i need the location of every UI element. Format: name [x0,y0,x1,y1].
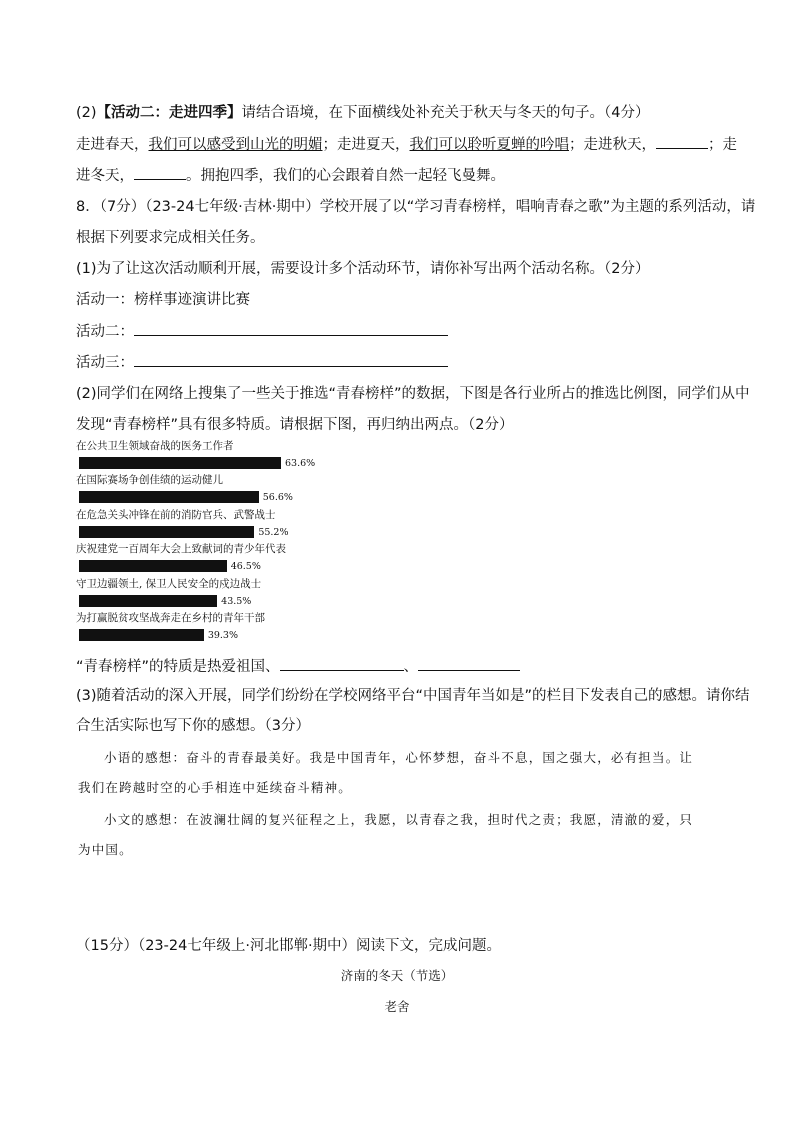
q8-part3-line1: (3)随着活动的深入开展，同学们纷纷在学校网络平台“中国青年当如是”的栏目下发表自己的感想。请你结 [76,688,750,704]
q8-part2-line1: (2)同学们在网络上搜集了一些关于推选“青春榜样”的数据，下图是各行业所占的推选比例图，同学们从中 [76,386,750,402]
q7-part2-heading: (2)【活动二：走进四季】请结合语境，在下面横线处补充关于秋天与冬天的句子。（4分） [76,105,650,121]
q7-part2-line2: 进冬天， 。拥抱四季，我们的心会跟着自然一起轻飞曼舞。 [76,165,505,186]
q8-intro-line2: 根据下列要求完成相关任务。 [76,230,265,246]
underlined-example-summer: 我们可以聆听夏蝉的吟唱 [409,137,569,153]
chart-category-label: 在危急关头冲锋在前的消防官兵、武警战士 [76,508,276,521]
chart-bar [79,560,227,572]
activity-three-row: 活动三： [76,352,448,373]
chart-category-label: 为打赢脱贫攻坚战奔走在乡村的青年干部 [76,612,265,624]
q7-part2-line1: 走进春天，我们可以感受到山光的明媚；走进夏天，我们可以聆听夏蝉的吟唱；走进秋天， ；走 [76,134,737,155]
q8-part1-heading: (1)为了让这次活动顺利开展，需要设计多个活动环节，请你补写出两个活动名称。（2分） [76,261,650,277]
q9-intro: （15分）（23-24七年级上·河北邯郸·期中）阅读下文，完成问题。 [76,938,502,954]
chart-value-label: 39.3% [207,630,238,641]
quote-xiaowen-line1: 小文的感想：在波澜壮阔的复兴征程之上，我愿，以青春之我，担时代之责；我愿，清澈的爱，只 [104,812,694,827]
chart-category-label: 庆祝建党一百周年大会上致献词的青少年代表 [76,543,286,556]
winter-blank[interactable] [134,165,186,180]
activity-two-blank[interactable] [134,321,448,336]
quote-xiaoyu-line2: 我们在跨越时空的心手相连中延续奋斗精神。 [78,780,353,795]
trait-blank-1[interactable] [280,656,404,671]
passage-author: 老舍 [384,999,410,1014]
chart-value-label: 55.2% [258,526,289,538]
q8-part3-line2: 合生活实际也写下你的感想。（3分） [76,718,310,734]
trait-blank-2[interactable] [418,656,520,671]
chart-category-label: 在国际赛场争创佳绩的运动健儿 [76,474,223,487]
passage-title: 济南的冬天（节选） [340,968,454,983]
chart-bar [79,526,254,538]
activity-two-row: 活动二： [76,321,448,342]
chart-bar [79,491,259,503]
chart-value-label: 46.5% [230,561,261,573]
underlined-example-spring: 我们可以感受到山光的明媚 [148,137,323,153]
chart-bar [79,629,204,641]
chart-bar [79,457,281,469]
chart-value-label: 63.6% [285,458,316,469]
q8-intro-line1: 8．（7分）（23-24七年级·吉林·期中）学校开展了以“学习青春榜样，唱响青春之歌”为主题的系列活动，请 [76,199,756,215]
traits-row: “青春榜样”的特质是热爱祖国、 、 [76,656,520,677]
chart-value-label: 43.5% [221,595,252,607]
quote-xiaowen-line2: 为中国。 [78,842,133,857]
chart-bar [79,595,217,607]
chart-category-label: 守卫边疆领土, 保卫人民安全的戍边战士 [76,577,262,590]
activity-one: 活动一：榜样事迹演讲比赛 [76,292,250,308]
q8-part2-line2: 发现“青春榜样”具有很多特质。请根据下图，再归纳出两点。（2分） [76,417,514,433]
quote-xiaoyu-line1: 小语的感想：奋斗的青春最美好。我是中国青年，心怀梦想，奋斗不息，国之强大，必有担当。让 [104,750,694,765]
chart-category-label: 在公共卫生领域奋战的医务工作者 [76,440,234,452]
activity-title: 【活动二：走进四季】 [96,105,242,121]
activity-three-blank[interactable] [134,352,448,367]
chart-value-label: 56.6% [262,492,293,504]
autumn-blank[interactable] [656,134,708,149]
